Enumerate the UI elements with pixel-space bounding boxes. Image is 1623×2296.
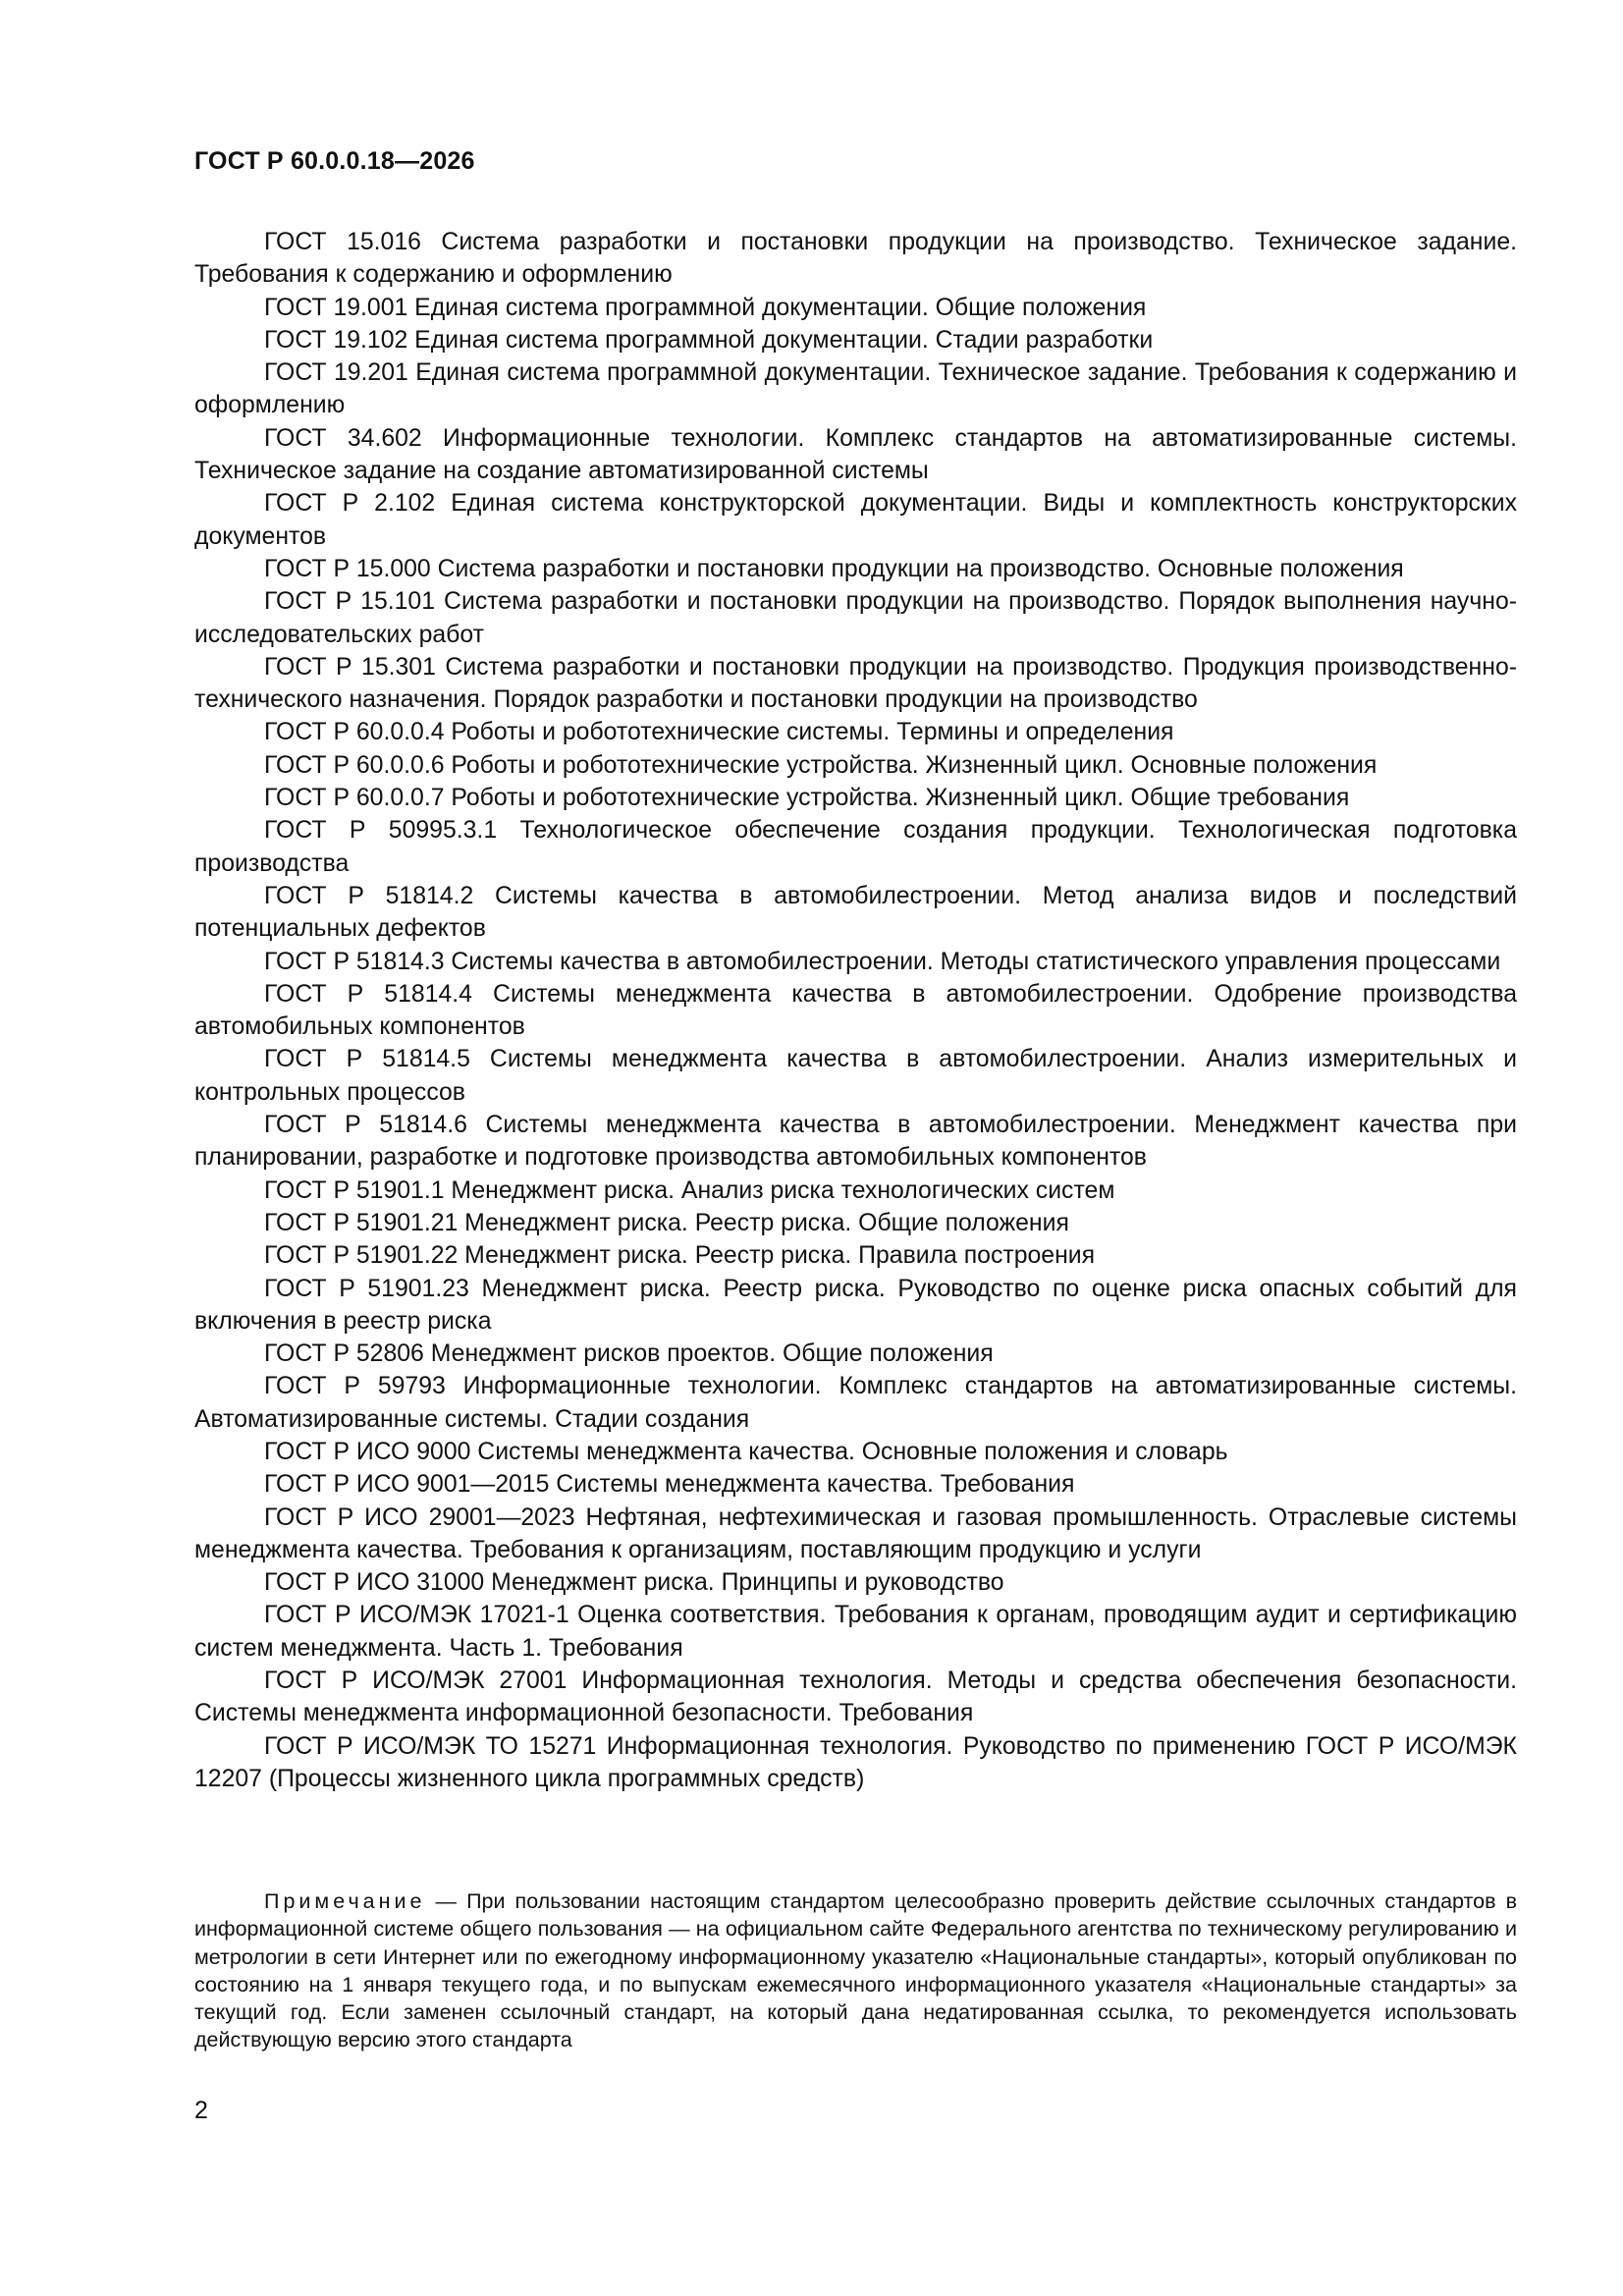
reference-item: ГОСТ Р 15.301 Система разработки и постановки продукции на производство. Продукция производственно-технического назначения. Порядок разработки и постановки продукции на производство [194,653,1517,714]
reference-item: ГОСТ Р 52806 Менеджмент рисков проектов. Общие положения [264,1340,994,1368]
reference-item: ГОСТ Р 60.0.0.6 Роботы и робототехнические устройства. Жизненный цикл. Основные положения [264,751,1378,779]
reference-item: ГОСТ Р ИСО 31000 Менеджмент риска. Принципы и руководство [264,1569,1004,1597]
reference-item: ГОСТ Р 51814.2 Системы качества в автомобилестроении. Метод анализа видов и последствий потенциальных дефектов [194,882,1517,943]
reference-item: ГОСТ Р 51901.22 Менеджмент риска. Реестр риска. Правила построения [264,1242,1096,1270]
reference-item: ГОСТ Р 15.101 Система разработки и постановки продукции на производство. Порядок выполнения научно-исследовательских работ [194,588,1517,648]
reference-item: ГОСТ Р 51814.5 Системы менеджмента качества в автомобилестроении. Анализ измерительных и контрольных процессов [194,1046,1517,1106]
reference-item: ГОСТ Р 60.0.0.7 Роботы и робототехнические устройства. Жизненный цикл. Общие требования [264,785,1350,812]
reference-item: ГОСТ Р 51814.3 Системы качества в автомобилестроении. Методы статистического управления процессами [264,948,1501,975]
reference-item: ГОСТ Р ИСО/МЭК 27001 Информационная технология. Методы и средства обеспечения безопасности. Системы менеджмента информационной безопасности. Требования [194,1667,1517,1727]
reference-item: ГОСТ Р 51901.21 Менеджмент риска. Реестр риска. Общие положения [264,1209,1069,1236]
reference-item: ГОСТ Р ИСО/МЭК 17021-1 Оценка соответствия. Требования к органам, проводящим аудит и сертификацию систем менеджмента. Часть 1. Требования [194,1602,1517,1662]
note-paragraph [194,1887,1517,2054]
reference-item: ГОСТ 19.201 Единая система программной документации. Техническое задание. Требования к содержанию и оформлению [194,359,1517,419]
document-number: ГОСТ Р 60.0.0.18—2026 [194,147,475,175]
reference-item: ГОСТ Р 59793 Информационные технологии. Комплекс стандартов на автоматизированные системы. Автоматизированные системы. Стадии создания [194,1373,1517,1433]
page-number: 2 [194,2097,208,2124]
reference-item: ГОСТ Р 15.000 Система разработки и постановки продукции на производство. Основные положения [264,555,1404,582]
reference-item: ГОСТ Р 60.0.0.4 Роботы и робототехнические системы. Термины и определения [264,719,1174,746]
note-label: Примечание [264,1889,426,1913]
note-text: — При пользовании настоящим стандартом целесообразно проверить действие ссылочных стандартов в информационной системе общего пользования — на официальном сайте Федерального агентства по техническому регулированию и метрологии в сети Интернет или по ежегодному информационному указателю «Национальные стандарты», который опубликован по состоянию на 1 января текущего года, и по выпускам ежемесячного информационного указателя «Национальные стандарты» за текущий год. Если заменен ссылочный стандарт, на который дана недатированная ссылка, то рекомендуется использовать действующую версию этого стандарта [194,1889,1517,2052]
reference-item: ГОСТ Р ИСО/МЭК ТО 15271 Информационная технология. Руководство по применению ГОСТ Р ИСО/МЭК 12207 (Процессы жизненного цикла программных средств) [194,1732,1517,1792]
reference-item: ГОСТ 15.016 Система разработки и постановки продукции на производство. Техническое задание. Требования к содержанию и оформлению [194,229,1517,289]
reference-item: ГОСТ Р 50995.3.1 Технологическое обеспечение создания продукции. Технологическая подготовка производства [194,817,1517,877]
normative-references-list [194,226,1517,1795]
reference-item: ГОСТ Р 2.102 Единая система конструкторской документации. Виды и комплектность конструкторских документов [194,490,1517,550]
reference-item: ГОСТ Р ИСО 9001—2015 Системы менеджмента качества. Требования [264,1471,1075,1499]
reference-item: ГОСТ Р 51814.6 Системы менеджмента качества в автомобилестроении. Менеджмент качества при планировании, разработке и подготовке производства автомобильных компонентов [194,1112,1517,1172]
reference-item: ГОСТ 34.602 Информационные технологии. Комплекс стандартов на автоматизированные системы. Техническое задание на создание автоматизированной системы [194,424,1517,485]
reference-item: ГОСТ Р 51901.1 Менеджмент риска. Анализ риска технологических систем [264,1176,1115,1204]
reference-item: ГОСТ Р ИСО 29001—2023 Нефтяная, нефтехимическая и газовая промышленность. Отраслевые системы менеджмента качества. Требования к организациям, поставляющим продукцию и услуги [194,1503,1517,1563]
reference-item: ГОСТ Р 51901.23 Менеджмент риска. Реестр риска. Руководство по оценке риска опасных событий для включения в реестр риска [194,1275,1517,1335]
reference-item: ГОСТ Р ИСО 9000 Системы менеджмента качества. Основные положения и словарь [264,1438,1228,1465]
reference-item: ГОСТ 19.001 Единая система программной документации. Общие положения [264,294,1147,321]
reference-item: ГОСТ Р 51814.4 Системы менеджмента качества в автомобилестроении. Одобрение производства автомобильных компонентов [194,980,1517,1041]
reference-item: ГОСТ 19.102 Единая система программной документации. Стадии разработки [264,326,1154,354]
